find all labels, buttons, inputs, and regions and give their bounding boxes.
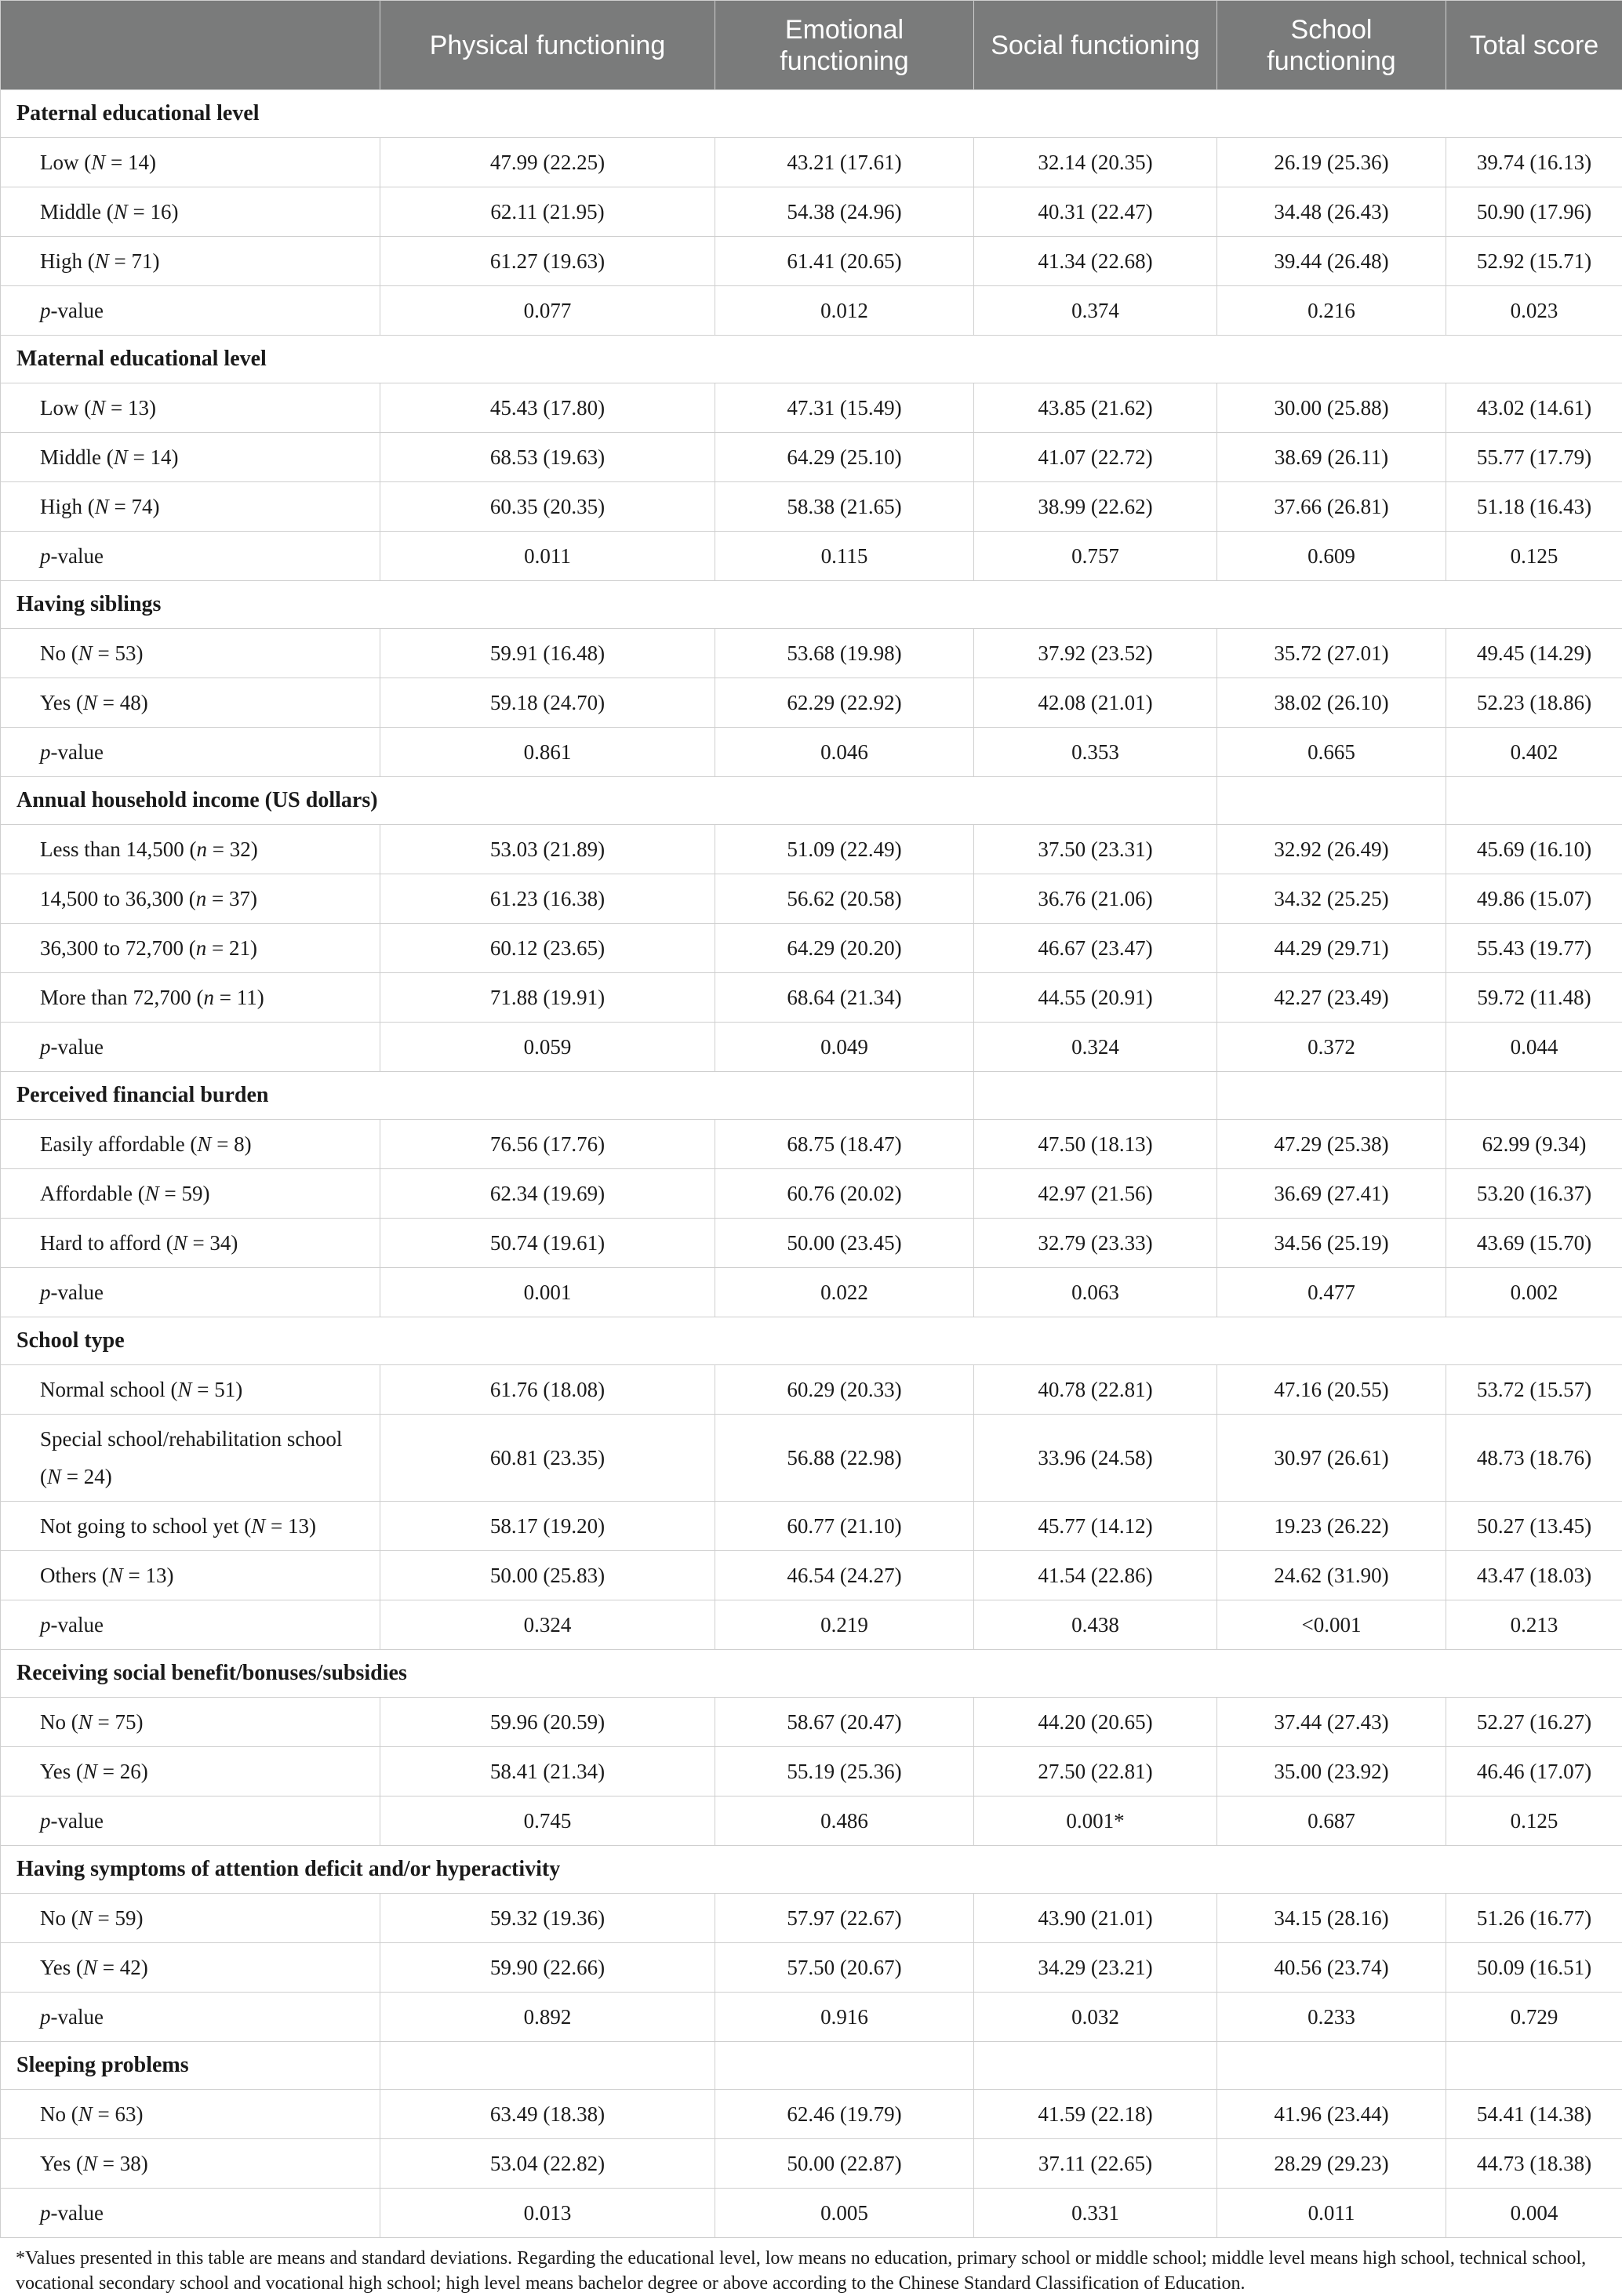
row-label: p-value <box>1 2189 380 2238</box>
value-cell: 42.08 (21.01) <box>974 678 1217 728</box>
empty-cell <box>1217 2042 1446 2090</box>
value-cell: 47.29 (25.38) <box>1217 1120 1446 1169</box>
value-cell: 37.92 (23.52) <box>974 629 1217 678</box>
table-row <box>1 433 1622 482</box>
value-cell: 58.17 (19.20) <box>380 1502 715 1551</box>
value-cell: 43.21 (17.61) <box>715 138 974 187</box>
value-cell: 46.54 (24.27) <box>715 1551 974 1600</box>
header-social-functioning: Social functioning <box>974 1 1217 90</box>
value-cell: 54.41 (14.38) <box>1446 2090 1622 2139</box>
value-cell: 36.76 (21.06) <box>974 874 1217 924</box>
value-cell: 47.50 (18.13) <box>974 1120 1217 1169</box>
value-cell: 0.001* <box>974 1796 1217 1846</box>
table-row <box>1 237 1622 286</box>
table-row <box>1 1169 1622 1219</box>
row-label: Middle (N = 14) <box>1 433 380 482</box>
value-cell: 0.044 <box>1446 1023 1622 1072</box>
value-cell: 0.213 <box>1446 1600 1622 1650</box>
value-cell: 62.11 (21.95) <box>380 187 715 237</box>
header-total-score: Total score <box>1446 1 1622 90</box>
table-row <box>1 532 1622 581</box>
row-label: High (N = 71) <box>1 237 380 286</box>
value-cell: 0.011 <box>1217 2189 1446 2238</box>
value-cell: 38.99 (22.62) <box>974 482 1217 532</box>
value-cell: 32.92 (26.49) <box>1217 825 1446 874</box>
header-physical-functioning: Physical functioning <box>380 1 715 90</box>
value-cell: 0.049 <box>715 1023 974 1072</box>
group-title: Having symptoms of attention deficit and/or hyperactivity <box>1 1846 1622 1894</box>
value-cell: 28.29 (29.23) <box>1217 2139 1446 2189</box>
value-cell: 61.27 (19.63) <box>380 237 715 286</box>
value-cell: 0.032 <box>974 1993 1217 2042</box>
value-cell: 62.29 (22.92) <box>715 678 974 728</box>
value-cell: 0.077 <box>380 286 715 336</box>
value-cell: 43.85 (21.62) <box>974 383 1217 433</box>
value-cell: 43.90 (21.01) <box>974 1894 1217 1943</box>
row-label: Easily affordable (N = 8) <box>1 1120 380 1169</box>
value-cell: 60.35 (20.35) <box>380 482 715 532</box>
group-header-row <box>1 581 1622 629</box>
value-cell: 0.861 <box>380 728 715 777</box>
value-cell: 57.50 (20.67) <box>715 1943 974 1993</box>
table-row <box>1 187 1622 237</box>
value-cell: 0.023 <box>1446 286 1622 336</box>
value-cell: 59.18 (24.70) <box>380 678 715 728</box>
value-cell: 48.73 (18.76) <box>1446 1415 1622 1502</box>
value-cell: 49.45 (14.29) <box>1446 629 1622 678</box>
value-cell: 52.92 (15.71) <box>1446 237 1622 286</box>
table-row <box>1 874 1622 924</box>
row-label: 36,300 to 72,700 (n = 21) <box>1 924 380 973</box>
row-label: p-value <box>1 1600 380 1650</box>
table-row <box>1 1747 1622 1796</box>
table-row <box>1 678 1622 728</box>
table-row <box>1 1365 1622 1415</box>
row-label: Yes (N = 48) <box>1 678 380 728</box>
empty-cell <box>1446 2042 1622 2090</box>
row-label: p-value <box>1 728 380 777</box>
row-label: Middle (N = 16) <box>1 187 380 237</box>
value-cell: 52.23 (18.86) <box>1446 678 1622 728</box>
value-cell: 62.99 (9.34) <box>1446 1120 1622 1169</box>
value-cell: 0.002 <box>1446 1268 1622 1317</box>
value-cell: 27.50 (22.81) <box>974 1747 1217 1796</box>
group-header-row <box>1 2042 1622 2090</box>
table-row <box>1 1120 1622 1169</box>
value-cell: 0.005 <box>715 2189 974 2238</box>
value-cell: 0.013 <box>380 2189 715 2238</box>
empty-cell <box>1446 1072 1622 1120</box>
value-cell: 30.97 (26.61) <box>1217 1415 1446 1502</box>
value-cell: 59.91 (16.48) <box>380 629 715 678</box>
value-cell: 53.68 (19.98) <box>715 629 974 678</box>
value-cell: 55.19 (25.36) <box>715 1747 974 1796</box>
header-blank <box>1 1 380 90</box>
value-cell: 0.125 <box>1446 1796 1622 1846</box>
value-cell: 61.41 (20.65) <box>715 237 974 286</box>
value-cell: 50.09 (16.51) <box>1446 1943 1622 1993</box>
value-cell: 56.88 (22.98) <box>715 1415 974 1502</box>
value-cell: 0.729 <box>1446 1993 1622 2042</box>
value-cell: 34.32 (25.25) <box>1217 874 1446 924</box>
value-cell: 0.001 <box>380 1268 715 1317</box>
value-cell: 0.916 <box>715 1993 974 2042</box>
value-cell: 38.69 (26.11) <box>1217 433 1446 482</box>
table-row <box>1 1894 1622 1943</box>
table-row <box>1 2090 1622 2139</box>
value-cell: 0.012 <box>715 286 974 336</box>
row-label: p-value <box>1 532 380 581</box>
value-cell: 0.004 <box>1446 2189 1622 2238</box>
value-cell: 59.96 (20.59) <box>380 1698 715 1747</box>
group-title: Annual household income (US dollars) <box>1 777 1217 825</box>
group-title: Perceived financial burden <box>1 1072 974 1120</box>
value-cell: 0.486 <box>715 1796 974 1846</box>
value-cell: 41.54 (22.86) <box>974 1551 1217 1600</box>
value-cell: 0.687 <box>1217 1796 1446 1846</box>
table-row <box>1 1600 1622 1650</box>
empty-cell <box>380 2042 715 2090</box>
row-label: Yes (N = 42) <box>1 1943 380 1993</box>
table-row <box>1 1551 1622 1600</box>
row-label: Others (N = 13) <box>1 1551 380 1600</box>
value-cell: 54.38 (24.96) <box>715 187 974 237</box>
value-cell: 53.04 (22.82) <box>380 2139 715 2189</box>
value-cell: 0.063 <box>974 1268 1217 1317</box>
value-cell: 35.72 (27.01) <box>1217 629 1446 678</box>
value-cell: 64.29 (20.20) <box>715 924 974 973</box>
value-cell: 44.29 (29.71) <box>1217 924 1446 973</box>
value-cell: 30.00 (25.88) <box>1217 383 1446 433</box>
table-row <box>1 1502 1622 1551</box>
row-label: p-value <box>1 1023 380 1072</box>
group-header-row <box>1 1846 1622 1894</box>
row-label: No (N = 75) <box>1 1698 380 1747</box>
value-cell: <0.001 <box>1217 1600 1446 1650</box>
group-title: Paternal educational level <box>1 90 1622 138</box>
row-label: No (N = 59) <box>1 1894 380 1943</box>
row-label: More than 72,700 (n = 11) <box>1 973 380 1023</box>
table-row <box>1 138 1622 187</box>
row-label: Not going to school yet (N = 13) <box>1 1502 380 1551</box>
value-cell: 0.324 <box>974 1023 1217 1072</box>
value-cell: 60.76 (20.02) <box>715 1169 974 1219</box>
empty-cell <box>1446 777 1622 825</box>
value-cell: 0.745 <box>380 1796 715 1846</box>
value-cell: 0.324 <box>380 1600 715 1650</box>
table-row <box>1 825 1622 874</box>
row-label: No (N = 63) <box>1 2090 380 2139</box>
value-cell: 44.73 (18.38) <box>1446 2139 1622 2189</box>
header-emotional-functioning: Emotional functioning <box>715 1 974 90</box>
value-cell: 50.27 (13.45) <box>1446 1502 1622 1551</box>
value-cell: 47.99 (22.25) <box>380 138 715 187</box>
value-cell: 0.219 <box>715 1600 974 1650</box>
value-cell: 0.046 <box>715 728 974 777</box>
empty-cell <box>974 1072 1217 1120</box>
value-cell: 0.438 <box>974 1600 1217 1650</box>
value-cell: 60.12 (23.65) <box>380 924 715 973</box>
value-cell: 24.62 (31.90) <box>1217 1551 1446 1600</box>
value-cell: 55.77 (17.79) <box>1446 433 1622 482</box>
value-cell: 61.76 (18.08) <box>380 1365 715 1415</box>
value-cell: 41.34 (22.68) <box>974 237 1217 286</box>
value-cell: 50.90 (17.96) <box>1446 187 1622 237</box>
group-title: Sleeping problems <box>1 2042 380 2090</box>
table-row <box>1 1219 1622 1268</box>
value-cell: 62.34 (19.69) <box>380 1169 715 1219</box>
empty-cell <box>1217 777 1446 825</box>
value-cell: 19.23 (26.22) <box>1217 1502 1446 1551</box>
value-cell: 44.20 (20.65) <box>974 1698 1217 1747</box>
value-cell: 64.29 (25.10) <box>715 433 974 482</box>
value-cell: 53.72 (15.57) <box>1446 1365 1622 1415</box>
group-header-row <box>1 777 1622 825</box>
value-cell: 45.69 (16.10) <box>1446 825 1622 874</box>
group-title: Receiving social benefit/bonuses/subsidies <box>1 1650 1622 1698</box>
value-cell: 53.20 (16.37) <box>1446 1169 1622 1219</box>
row-label: Low (N = 13) <box>1 383 380 433</box>
value-cell: 37.11 (22.65) <box>974 2139 1217 2189</box>
value-cell: 60.29 (20.33) <box>715 1365 974 1415</box>
value-cell: 0.353 <box>974 728 1217 777</box>
value-cell: 51.09 (22.49) <box>715 825 974 874</box>
value-cell: 37.66 (26.81) <box>1217 482 1446 532</box>
value-cell: 68.53 (19.63) <box>380 433 715 482</box>
table-row <box>1 286 1622 336</box>
value-cell: 40.78 (22.81) <box>974 1365 1217 1415</box>
value-cell: 58.38 (21.65) <box>715 482 974 532</box>
value-cell: 34.15 (28.16) <box>1217 1894 1446 1943</box>
value-cell: 49.86 (15.07) <box>1446 874 1622 924</box>
group-header-row <box>1 1650 1622 1698</box>
table-row <box>1 728 1622 777</box>
row-label: Hard to afford (N = 34) <box>1 1219 380 1268</box>
group-title: Having siblings <box>1 581 1622 629</box>
value-cell: 35.00 (23.92) <box>1217 1747 1446 1796</box>
value-cell: 59.90 (22.66) <box>380 1943 715 1993</box>
header-school-functioning: School functioning <box>1217 1 1446 90</box>
value-cell: 50.74 (19.61) <box>380 1219 715 1268</box>
group-title: School type <box>1 1317 1622 1365</box>
value-cell: 55.43 (19.77) <box>1446 924 1622 973</box>
empty-cell <box>1217 1072 1446 1120</box>
value-cell: 43.02 (14.61) <box>1446 383 1622 433</box>
value-cell: 58.41 (21.34) <box>380 1747 715 1796</box>
empty-cell <box>715 2042 974 2090</box>
value-cell: 59.72 (11.48) <box>1446 973 1622 1023</box>
value-cell: 46.46 (17.07) <box>1446 1747 1622 1796</box>
value-cell: 46.67 (23.47) <box>974 924 1217 973</box>
value-cell: 39.74 (16.13) <box>1446 138 1622 187</box>
value-cell: 76.56 (17.76) <box>380 1120 715 1169</box>
table-row <box>1 1943 1622 1993</box>
table-row <box>1 2189 1622 2238</box>
row-label: 14,500 to 36,300 (n = 37) <box>1 874 380 924</box>
header-row <box>1 1 1622 90</box>
value-cell: 41.96 (23.44) <box>1217 2090 1446 2139</box>
table-row <box>1 924 1622 973</box>
value-cell: 42.97 (21.56) <box>974 1169 1217 1219</box>
group-title: Maternal educational level <box>1 336 1622 383</box>
table-row <box>1 1698 1622 1747</box>
row-label: High (N = 74) <box>1 482 380 532</box>
value-cell: 0.233 <box>1217 1993 1446 2042</box>
value-cell: 44.55 (20.91) <box>974 973 1217 1023</box>
value-cell: 0.331 <box>974 2189 1217 2238</box>
value-cell: 0.402 <box>1446 728 1622 777</box>
value-cell: 58.67 (20.47) <box>715 1698 974 1747</box>
value-cell: 50.00 (23.45) <box>715 1219 974 1268</box>
value-cell: 51.26 (16.77) <box>1446 1894 1622 1943</box>
value-cell: 0.757 <box>974 532 1217 581</box>
value-cell: 43.69 (15.70) <box>1446 1219 1622 1268</box>
row-label: Less than 14,500 (n = 32) <box>1 825 380 874</box>
row-label: Yes (N = 38) <box>1 2139 380 2189</box>
value-cell: 0.115 <box>715 532 974 581</box>
empty-cell <box>974 2042 1217 2090</box>
value-cell: 42.27 (23.49) <box>1217 973 1446 1023</box>
row-label: No (N = 53) <box>1 629 380 678</box>
value-cell: 43.47 (18.03) <box>1446 1551 1622 1600</box>
value-cell: 26.19 (25.36) <box>1217 138 1446 187</box>
value-cell: 40.56 (23.74) <box>1217 1943 1446 1993</box>
table-row <box>1 1415 1622 1502</box>
value-cell: 45.77 (14.12) <box>974 1502 1217 1551</box>
value-cell: 0.125 <box>1446 532 1622 581</box>
table-row <box>1 1796 1622 1846</box>
value-cell: 41.59 (22.18) <box>974 2090 1217 2139</box>
value-cell: 0.372 <box>1217 1023 1446 1072</box>
row-label: Affordable (N = 59) <box>1 1169 380 1219</box>
value-cell: 59.32 (19.36) <box>380 1894 715 1943</box>
row-label: Low (N = 14) <box>1 138 380 187</box>
value-cell: 45.43 (17.80) <box>380 383 715 433</box>
value-cell: 37.44 (27.43) <box>1217 1698 1446 1747</box>
row-label: p-value <box>1 1796 380 1846</box>
table-footnote: *Values presented in this table are means and standard deviations. Regarding the educational level, low means no education, primary school or middle school; middle level means high school, technical school, vocational secondary school and vocational high school; high level means bachelor degree or above according to the Chinese Standard Classification of Education. <box>0 2238 1622 2296</box>
value-cell: 60.81 (23.35) <box>380 1415 715 1502</box>
row-label: p-value <box>1 286 380 336</box>
value-cell: 0.477 <box>1217 1268 1446 1317</box>
value-cell: 60.77 (21.10) <box>715 1502 974 1551</box>
value-cell: 47.31 (15.49) <box>715 383 974 433</box>
table-row <box>1 1023 1622 1072</box>
value-cell: 71.88 (19.91) <box>380 973 715 1023</box>
table-row <box>1 2139 1622 2189</box>
value-cell: 68.64 (21.34) <box>715 973 974 1023</box>
value-cell: 40.31 (22.47) <box>974 187 1217 237</box>
value-cell: 0.011 <box>380 532 715 581</box>
group-header-row <box>1 1072 1622 1120</box>
value-cell: 34.56 (25.19) <box>1217 1219 1446 1268</box>
row-label: Normal school (N = 51) <box>1 1365 380 1415</box>
row-label: Yes (N = 26) <box>1 1747 380 1796</box>
value-cell: 68.75 (18.47) <box>715 1120 974 1169</box>
value-cell: 56.62 (20.58) <box>715 874 974 924</box>
value-cell: 39.44 (26.48) <box>1217 237 1446 286</box>
group-header-row <box>1 336 1622 383</box>
table-row <box>1 973 1622 1023</box>
value-cell: 53.03 (21.89) <box>380 825 715 874</box>
value-cell: 0.892 <box>380 1993 715 2042</box>
table-row <box>1 629 1622 678</box>
table-row <box>1 482 1622 532</box>
value-cell: 57.97 (22.67) <box>715 1894 974 1943</box>
row-label: p-value <box>1 1268 380 1317</box>
table-row <box>1 1993 1622 2042</box>
value-cell: 62.46 (19.79) <box>715 2090 974 2139</box>
value-cell: 61.23 (16.38) <box>380 874 715 924</box>
value-cell: 36.69 (27.41) <box>1217 1169 1446 1219</box>
value-cell: 0.609 <box>1217 532 1446 581</box>
value-cell: 41.07 (22.72) <box>974 433 1217 482</box>
value-cell: 0.216 <box>1217 286 1446 336</box>
group-header-row <box>1 1317 1622 1365</box>
row-label: p-value <box>1 1993 380 2042</box>
value-cell: 34.29 (23.21) <box>974 1943 1217 1993</box>
value-cell: 51.18 (16.43) <box>1446 482 1622 532</box>
value-cell: 32.14 (20.35) <box>974 138 1217 187</box>
group-header-row <box>1 90 1622 138</box>
value-cell: 0.665 <box>1217 728 1446 777</box>
value-cell: 63.49 (18.38) <box>380 2090 715 2139</box>
value-cell: 38.02 (26.10) <box>1217 678 1446 728</box>
value-cell: 33.96 (24.58) <box>974 1415 1217 1502</box>
value-cell: 32.79 (23.33) <box>974 1219 1217 1268</box>
value-cell: 34.48 (26.43) <box>1217 187 1446 237</box>
value-cell: 52.27 (16.27) <box>1446 1698 1622 1747</box>
value-cell: 0.059 <box>380 1023 715 1072</box>
value-cell: 37.50 (23.31) <box>974 825 1217 874</box>
value-cell: 50.00 (25.83) <box>380 1551 715 1600</box>
table-row <box>1 1268 1622 1317</box>
value-cell: 0.022 <box>715 1268 974 1317</box>
value-cell: 50.00 (22.87) <box>715 2139 974 2189</box>
value-cell: 47.16 (20.55) <box>1217 1365 1446 1415</box>
table-row <box>1 383 1622 433</box>
value-cell: 0.374 <box>974 286 1217 336</box>
row-label: Special school/rehabilitation school (N = 24) <box>1 1415 380 1502</box>
